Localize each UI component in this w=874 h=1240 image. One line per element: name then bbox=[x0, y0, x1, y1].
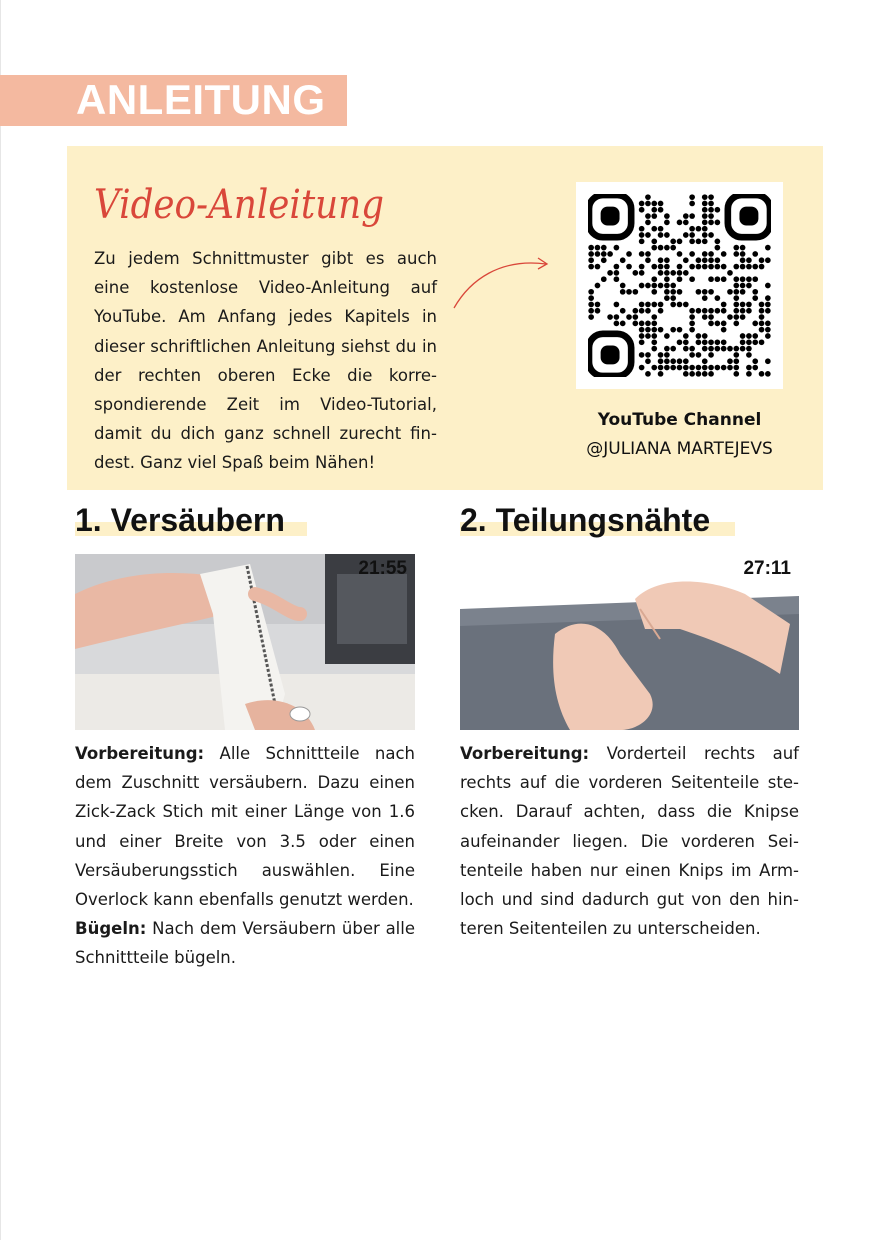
youtube-channel-handle[interactable]: @JULIANA MARTEJEVS bbox=[586, 439, 773, 459]
video-intro-text: Zu jedem Schnittmuster gibt es auch eine kostenlose Video-Anleitung auf YouTube. Am Anfang jedes Kapitels in dieser schriftlichen Anleitung siehst du in der rechten oberen Ecke die korrespondierende Zeit im Video-Tutorial, damit du dich ganz schnell zurecht findest. Ganz viel Spaß beim Nähen! bbox=[94, 249, 437, 473]
paragraph-text: Vorderteil rechts auf rechts auf die vorderen Seitenteile stecken. Darauf achten, dass die Knipse aufeinander liegen. Die vorderen Seitenteile haben nur einen Knips im Armloch und sind dadurch gut von den hinteren Seitenteilen zu unterscheiden. bbox=[460, 744, 799, 939]
paragraph-label: Vorbereitung: bbox=[75, 744, 205, 763]
overlocking-photo bbox=[75, 554, 415, 730]
paragraph bbox=[460, 739, 799, 943]
youtube-channel-label: YouTube Channel bbox=[597, 410, 762, 430]
script-title-text: Video-Anleitung bbox=[94, 182, 384, 228]
video-timecode: 27:11 bbox=[743, 558, 791, 579]
pinning-photo bbox=[460, 554, 799, 730]
page-title: ANLEITUNG bbox=[76, 76, 326, 123]
video-timecode: 21:55 bbox=[358, 558, 407, 579]
video-instruction-title bbox=[90, 160, 410, 250]
paragraph-text: Alle Schnittteile nach dem Zuschnitt versäubern. Dazu einen Zick-Zack Stich mit einer Länge von 1.6 und einer Breite von 3.5 oder einen Versäuberungsstich auswählen. Eine Overlock kann ebenfalls genutzt werden. bbox=[75, 744, 415, 910]
qr-code-icon bbox=[588, 194, 771, 377]
section-heading-1 bbox=[75, 500, 315, 540]
paragraph-label: Vorbereitung: bbox=[460, 744, 590, 763]
video-still-2[interactable] bbox=[460, 554, 799, 730]
section-title: 1. Versäubern bbox=[75, 502, 285, 538]
page-edge bbox=[0, 0, 1, 1240]
section-heading-2 bbox=[460, 500, 740, 540]
section-title: 2. Teilungsnähte bbox=[460, 502, 711, 538]
video-still-1[interactable] bbox=[75, 554, 415, 730]
arrow-icon bbox=[450, 250, 560, 315]
paragraph bbox=[75, 914, 415, 972]
qr-code[interactable] bbox=[576, 182, 783, 389]
paragraph-text: Nach dem Versäubern über alle Schnittteile bügeln. bbox=[75, 919, 415, 968]
section-2-text bbox=[460, 739, 799, 943]
paragraph bbox=[75, 739, 415, 914]
section-1-text bbox=[75, 739, 415, 973]
paragraph-label: Bügeln: bbox=[75, 919, 147, 939]
